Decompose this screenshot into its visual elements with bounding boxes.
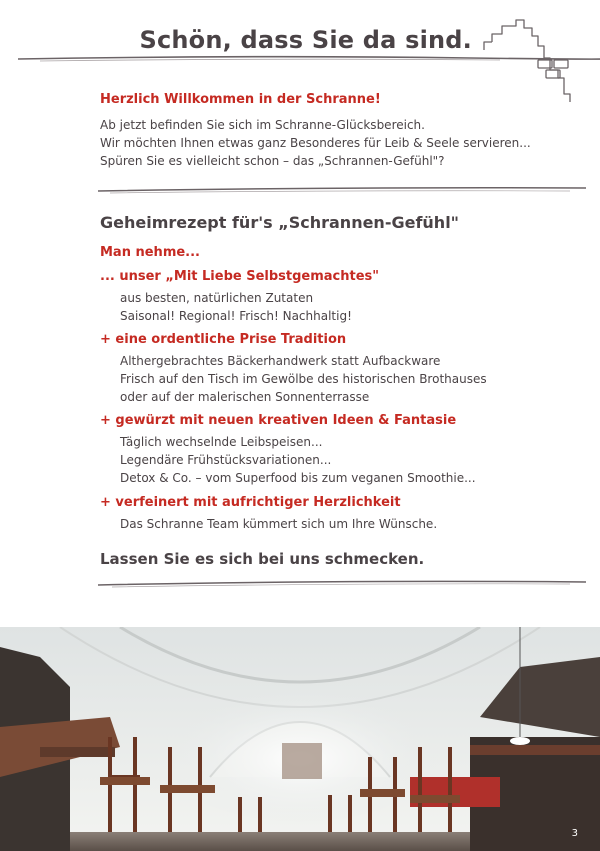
recipe-item-line: aus besten, natürlichen Zutaten <box>120 291 314 305</box>
title-underline <box>0 50 600 70</box>
section-divider <box>0 573 600 593</box>
page-title: Schön, dass Sie da sind. <box>139 26 472 54</box>
recipe-item-line: oder auf der malerischen Sonnenterrasse <box>120 390 370 404</box>
recipe-item-line: Legendäre Frühstücksvariationen... <box>120 453 332 467</box>
recipe-intro: Man nehme... <box>100 245 200 260</box>
welcome-line: Spüren Sie es vielleicht schon – das „Schrannen-Gefühl"? <box>100 154 445 168</box>
recipe-item-line: Saisonal! Regional! Frisch! Nachhaltig! <box>120 309 352 323</box>
recipe-item-line: Frisch auf den Tisch im Gewölbe des historischen Brothauses <box>120 372 487 386</box>
recipe-item-line: Althergebrachtes Bäckerhandwerk statt Aufbackware <box>120 354 441 368</box>
recipe-item-heading: + eine ordentliche Prise Tradition <box>100 332 347 347</box>
welcome-line: Wir möchten Ihnen etwas ganz Besonderes für Leib & Seele servieren... <box>100 136 531 150</box>
recipe-item-line: Detox & Co. – vom Superfood bis zum veganen Smoothie... <box>120 471 476 485</box>
closing-line: Lassen Sie es sich bei uns schmecken. <box>100 550 425 568</box>
recipe-item-heading: ... unser „Mit Liebe Selbstgemachtes" <box>100 269 380 284</box>
recipe-item-heading: + gewürzt mit neuen kreativen Ideen & Fantasie <box>100 413 457 428</box>
recipe-title: Geheimrezept für's „Schrannen-Gefühl" <box>100 213 460 232</box>
restaurant-interior-photo <box>0 627 600 851</box>
recipe-item-heading: + verfeinert mit aufrichtiger Herzlichkeit <box>100 495 401 510</box>
recipe-item-line: Täglich wechselnde Leibspeisen... <box>120 435 323 449</box>
welcome-line: Ab jetzt befinden Sie sich im Schranne-Glücksbereich. <box>100 118 425 132</box>
page-number: 3 <box>571 828 578 839</box>
welcome-heading: Herzlich Willkommen in der Schranne! <box>100 92 381 107</box>
section-divider <box>0 181 600 201</box>
recipe-item-line: Das Schranne Team kümmert sich um Ihre Wünsche. <box>120 517 438 531</box>
